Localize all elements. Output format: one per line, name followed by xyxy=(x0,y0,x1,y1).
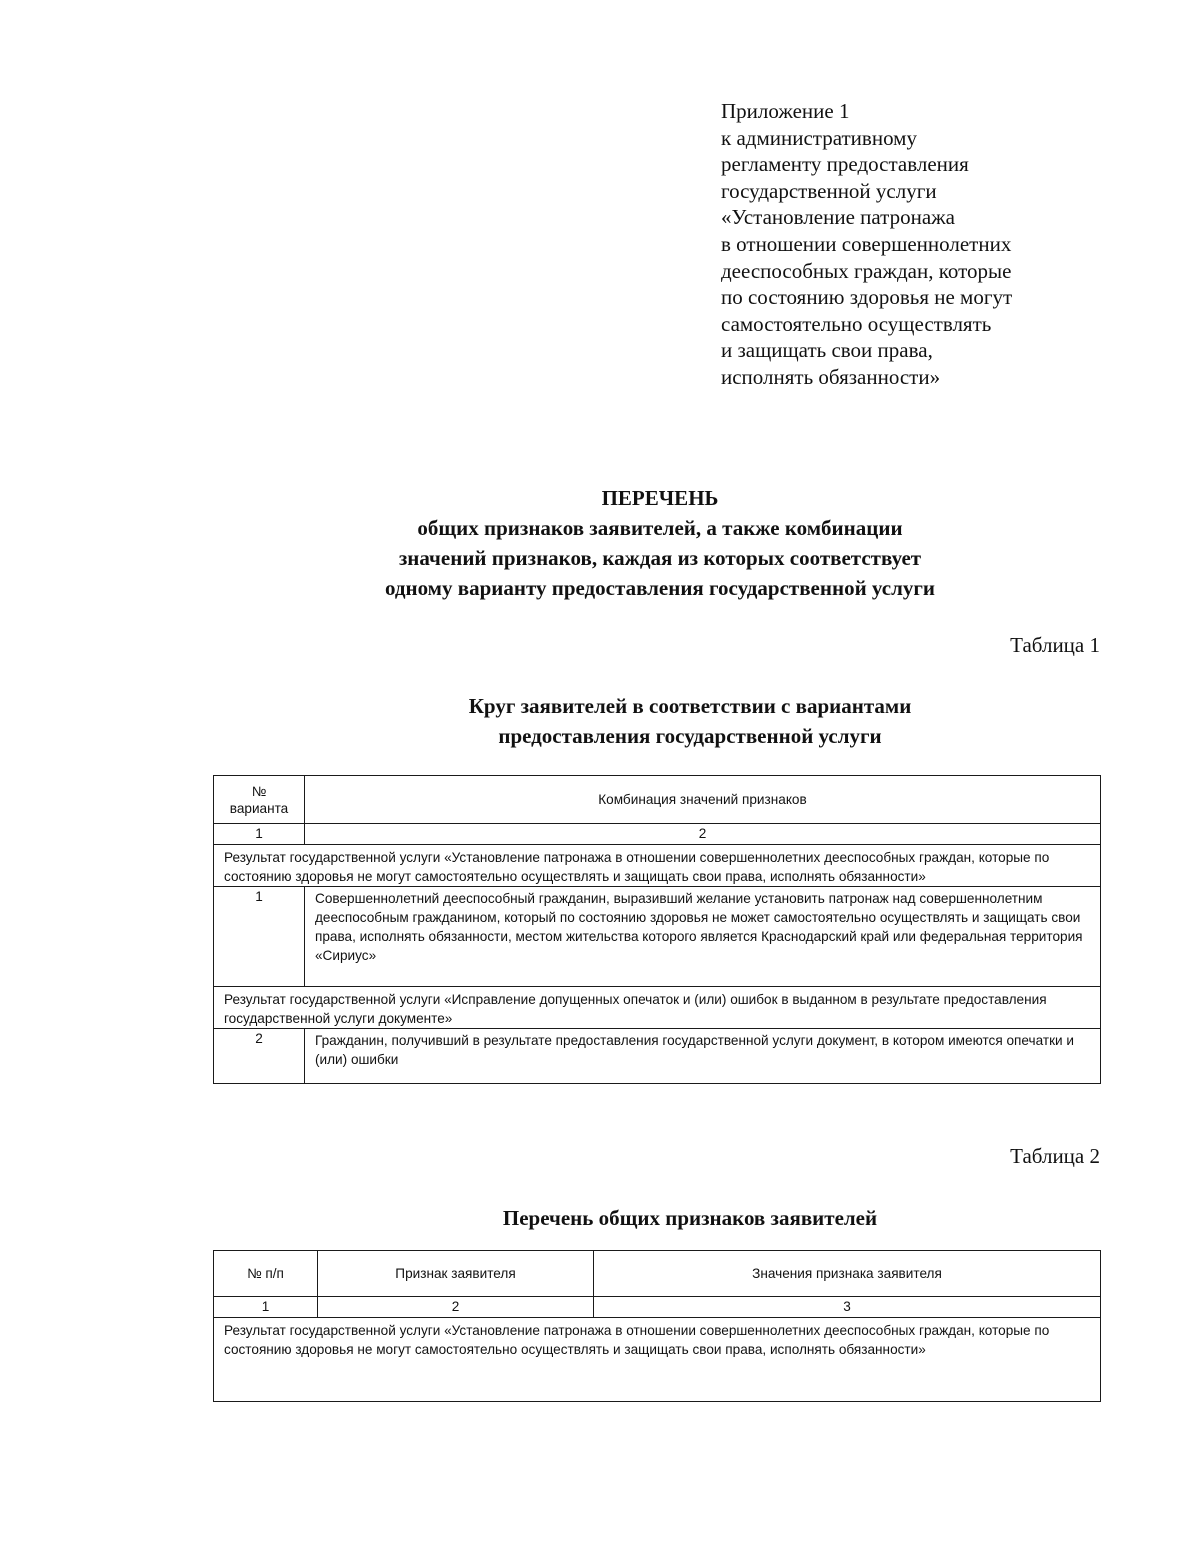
table1 xyxy=(213,775,1101,1084)
table2-index-cell: 2 xyxy=(318,1297,594,1318)
table1-section-row xyxy=(214,987,1101,1029)
table1-section-row xyxy=(214,845,1101,887)
document-title-line: общих признаков заявителей, а также комбинации xyxy=(417,516,903,540)
table1-index-cell: 2 xyxy=(305,824,1101,845)
table1-header-row xyxy=(214,776,1101,824)
table2-header-num: № п/п xyxy=(214,1251,318,1297)
annex-line: «Установление патронажа xyxy=(721,205,955,230)
annex-line: регламенту предоставления xyxy=(721,152,969,177)
table2-caption-line: Перечень общих признаков заявителей xyxy=(502,1206,878,1230)
table-row xyxy=(214,887,1101,987)
annex-block xyxy=(721,98,1141,391)
table2-section1: Результат государственной услуги «Установление патронажа в отношении совершеннолетних дееспособных граждан, которые по состоянию здоровья не могут самостоятельно осуществлять и защищать свои права, исполнять обязанности» xyxy=(214,1318,1101,1402)
document-title xyxy=(160,483,1160,603)
table2 xyxy=(213,1250,1101,1402)
table2-index-cell: 3 xyxy=(594,1297,1101,1318)
table1-caption-line: предоставления государственной услуги xyxy=(498,724,882,748)
table1-header-combo: Комбинация значений признаков xyxy=(305,776,1101,824)
table1-section1: Результат государственной услуги «Установление патронажа в отношении совершеннолетних дееспособных граждан, которые по состоянию здоровья не могут самостоятельно осуществлять и защищать свои права, исполнять обязанности» xyxy=(214,845,1101,887)
document-title-line: одному варианту предоставления государственной услуги xyxy=(384,576,936,600)
annex-line: по состоянию здоровья не могут xyxy=(721,285,1013,310)
annex-line: дееспособных граждан, которые xyxy=(721,258,1012,283)
table1-caption xyxy=(190,691,1190,751)
table1-index-cell: 1 xyxy=(214,824,305,845)
annex-line: в отношении совершеннолетних xyxy=(721,231,1012,256)
table2-header-attr: Признак заявителя xyxy=(318,1251,594,1297)
table2-caption xyxy=(190,1203,1190,1233)
table1-header-num-symbol: № xyxy=(251,783,267,799)
document-title-line: значений признаков, каждая из которых соответствует xyxy=(398,546,922,570)
table1-row1-text: Совершеннолетний дееспособный гражданин, выразивший желание установить патронаж над совершеннолетним дееспособным гражданином, который по состоянию здоровья не может самостоятельно осуществлять и защищать свои права, исполнять обязанности, местом жительства которого является Краснодарский край или федеральная территория «Сириус» xyxy=(305,887,1101,987)
table2-label: Таблица 2 xyxy=(1010,1144,1100,1168)
document-title-heading: ПЕРЕЧЕНЬ xyxy=(601,486,719,510)
annex-line: государственной услуги xyxy=(721,178,937,203)
table1-section2: Результат государственной услуги «Исправление допущенных опечаток и (или) ошибок в выданном в результате предоставления государственной услуги документе» xyxy=(214,987,1101,1029)
table1-header-num-word: варианта xyxy=(229,800,289,816)
table1-row2-text: Гражданин, получивший в результате предоставления государственной услуги документ, в котором имеются опечатки и (или) ошибки xyxy=(305,1029,1101,1084)
table1-label: Таблица 1 xyxy=(1010,633,1100,657)
table1-header-num xyxy=(214,776,305,824)
table-row xyxy=(214,1029,1101,1084)
annex-line: и защищать свои права, xyxy=(721,338,933,363)
table2-section-row xyxy=(214,1318,1101,1402)
annex-line: к административному xyxy=(721,125,917,150)
table1-caption-line: Круг заявителей в соответствии с вариантами xyxy=(468,694,912,718)
annex-line: исполнять обязанности» xyxy=(721,364,941,389)
annex-line: самостоятельно осуществлять xyxy=(721,311,992,336)
annex-line: Приложение 1 xyxy=(721,99,850,123)
table1-row1-num: 1 xyxy=(214,887,305,987)
table1-index-row xyxy=(214,824,1101,845)
table2-header-values: Значения признака заявителя xyxy=(594,1251,1101,1297)
table2-header-row xyxy=(214,1251,1101,1297)
table2-index-row xyxy=(214,1297,1101,1318)
table2-index-cell: 1 xyxy=(214,1297,318,1318)
table1-row2-num: 2 xyxy=(214,1029,305,1084)
